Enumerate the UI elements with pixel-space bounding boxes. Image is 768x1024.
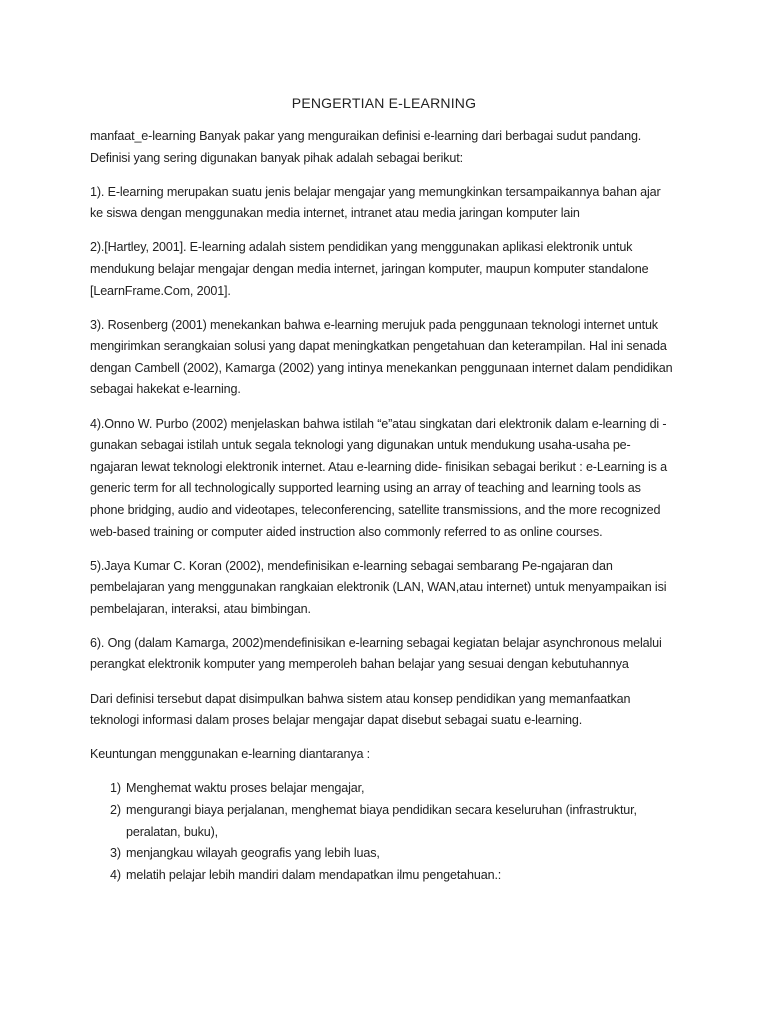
text-line: perangkat elektronik komputer yang memperoleh bahan belajar yang sesuai dengan kebutuhannya (90, 657, 629, 672)
text-line: mengurangi biaya perjalanan, menghemat biaya pendidikan secara keseluruhan (infrastruktur, (126, 802, 637, 817)
paragraph-intro (90, 126, 678, 169)
paragraph-definition-5 (90, 556, 678, 621)
paragraph-definition-3 (90, 315, 678, 401)
paragraph-definition-4 (90, 414, 678, 544)
text-line: 2).[Hartley, 2001]. E-learning adalah sistem pendidikan yang menggunakan aplikasi elektronik untuk (90, 240, 633, 255)
text-line: Menghemat waktu proses belajar mengajar, (126, 781, 365, 796)
text-line: generic term for all technologically supported learning using an array of teaching and learning tools as (90, 481, 641, 496)
text-line: ngajaran lewat teknologi elektronik internet. Atau e-learning dide- finisikan sebagai berikut : e-Learning is a (90, 459, 668, 474)
text-line: ke siswa dengan menggunakan media internet, intranet atau media jaringan komputer lain (90, 206, 580, 221)
text-line: Definisi yang sering digunakan banyak pihak adalah sebagai berikut: (90, 150, 463, 165)
text-line: menjangkau wilayah geografis yang lebih luas, (126, 846, 380, 861)
text-line: Dari definisi tersebut dapat disimpulkan bahwa sistem atau konsep pendidikan yang memanfaatkan (90, 691, 631, 706)
list-item (90, 865, 678, 887)
list-item-number: 1) (110, 781, 121, 796)
list-item (90, 778, 678, 800)
text-line: 1). E-learning merupakan suatu jenis belajar mengajar yang memungkinkan tersampaikannya bahan ajar (90, 184, 661, 199)
text-line: teknologi informasi dalam proses belajar mengajar dapat disebut sebagai suatu e-learning. (90, 713, 583, 728)
text-line: manfaat_e-learning Banyak pakar yang menguraikan definisi e-learning dari berbagai sudut pandang. (90, 129, 642, 143)
list-item-number: 2) (110, 802, 121, 817)
page-title: PENGERTIAN E-LEARNING (291, 95, 477, 111)
text-line: sebagai hakekat e-learning. (90, 382, 241, 397)
text-line: gunakan sebagai istilah untuk segala teknologi yang digunakan untuk mendukung usaha-usaha pe- (90, 438, 631, 453)
text-line: pembelajaran, interaksi, atau bimbingan. (90, 601, 311, 616)
paragraph-definition-2 (90, 237, 678, 302)
text-line: melatih pelajar lebih mandiri dalam mendapatkan ilmu pengetahuan.: (126, 867, 502, 882)
text-line: pembelajaran yang menggunakan rangkaian elektronik (LAN, WAN,atau internet) untuk menyampaikan isi (90, 580, 667, 595)
paragraph-definition-1 (90, 182, 678, 225)
text-line: mendukung belajar mengajar dengan media internet, jaringan komputer, maupun komputer standalone (90, 261, 649, 276)
text-line: phone bridging, audio and videotapes, teleconferencing, satellite transmissions, and the more recognized (90, 502, 661, 517)
text-line: 4).Onno W. Purbo (2002) menjelaskan bahwa istilah “e”atau singkatan dari elektronik dalam e-learning di - (90, 416, 667, 431)
list-item-number: 3) (110, 846, 121, 861)
text-line: 5).Jaya Kumar C. Koran (2002), mendefinisikan e-learning sebagai sembarang Pe-ngajaran dan (90, 558, 613, 573)
text-line: 3). Rosenberg (2001) menekankan bahwa e-learning merujuk pada penggunaan teknologi internet untuk (90, 317, 658, 332)
text-line: Keuntungan menggunakan e-learning diantaranya : (90, 747, 371, 762)
text-line: [LearnFrame.Com, 2001]. (90, 283, 231, 298)
list-item (90, 800, 678, 843)
list-item-number: 4) (110, 867, 121, 882)
text-line: web-based training or computer aided instruction also commonly referred to as online courses. (90, 524, 603, 539)
list-item (90, 843, 678, 865)
paragraph-definition-6 (90, 633, 678, 676)
paragraph-conclusion (90, 689, 678, 732)
text-line: dengan Cambell (2002), Kamarga (2002) yang intinya menekankan penggunaan internet dalam pendidikan (90, 360, 673, 375)
text-line: mengirimkan serangkaian solusi yang dapat meningkatkan pengetahuan dan keterampilan. Hal ini senada (90, 339, 667, 354)
text-line: 6). Ong (dalam Kamarga, 2002)mendefinisikan e-learning sebagai kegiatan belajar asynchronous melalui (90, 635, 662, 650)
advantages-list (90, 778, 678, 886)
body-paragraphs (90, 126, 678, 766)
text-line: peralatan, buku), (126, 824, 218, 839)
paragraph-advantages-heading (90, 744, 678, 766)
